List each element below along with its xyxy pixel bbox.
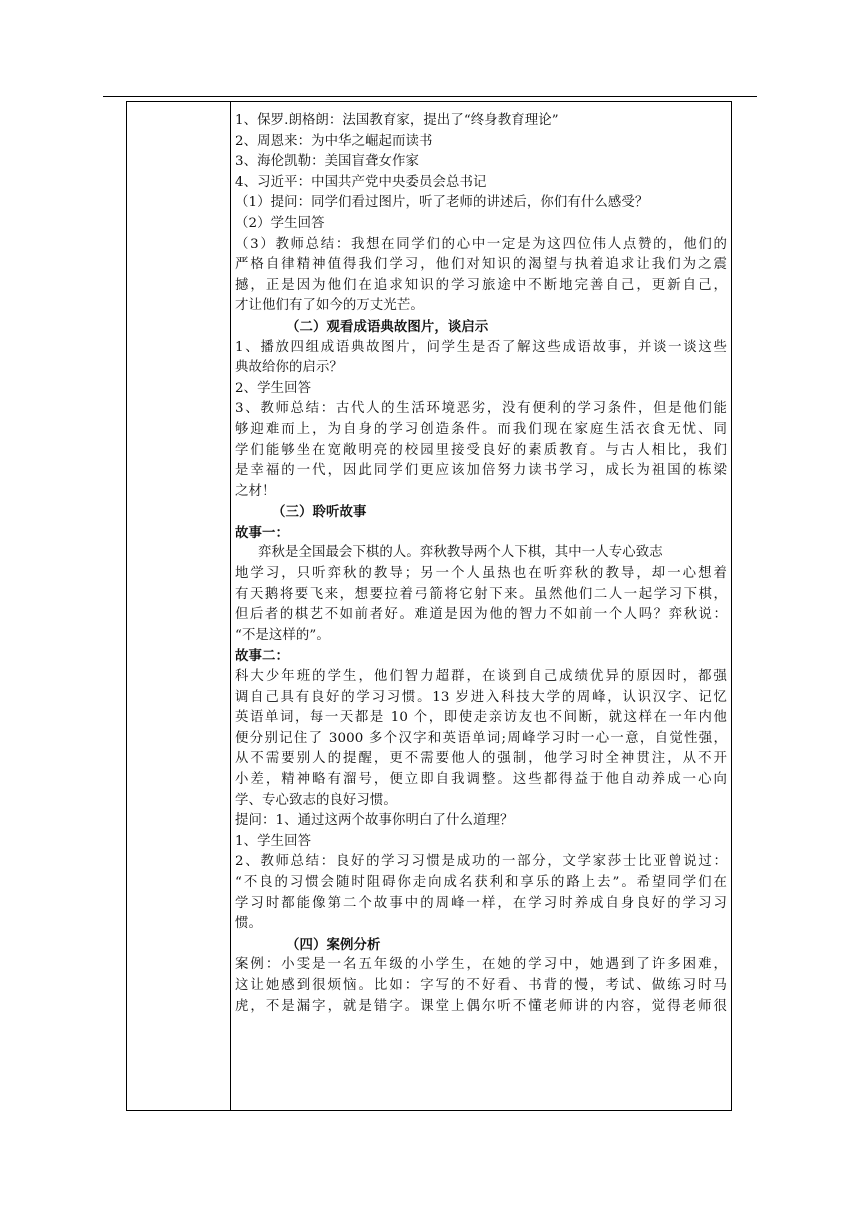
text-line: 严格自律精神值得我们学习，他们对知识的渴望与执着追求让我们为之震 [235,257,727,273]
table-left-column [127,102,231,1110]
text-line: 撼，正是因为他们在追求知识的学习旅途中不断地完善自己，更新自己， [235,277,727,293]
text-line: 但后者的棋艺不如前者好。难道是因为他的智力不如前一个人吗？弈秋说： [235,607,727,623]
text-line: 英语单词，每一天都是 10 个，即使走亲访友也不间断，就这样在一年内他 [235,710,727,726]
text-line: 从不需要别人的提醒，更不需要他人的强制，他学习时全神贯注，从不开 [235,751,727,767]
text-line: （3）教师总结：我想在同学们的心中一定是为这四位伟人点赞的，他们的 [235,236,727,252]
text-line: 2、周恩来：为中华之崛起而读书 [235,133,433,149]
text-line: 学们能够坐在宽敞明亮的校园里接受良好的素质教育。与古人相比，我们 [235,442,727,458]
text-line: 这让她感到很烦恼。比如：字写的不好看、书背的慢，考试、做练习时马 [235,977,727,993]
text-line: （1）提问：同学们看过图片，听了老师的讲述后，你们有什么感受？ [235,195,649,211]
text-line: 有天鹅将要飞来，想要拉着弓箭将它射下来。虽然他们二人一起学习下棋， [235,586,727,602]
text-line: 3、海伦凯勒：美国盲聋女作家 [235,154,419,170]
text-line: 虎，不是漏字，就是错字。课堂上偶尔听不懂老师讲的内容，觉得老师很 [235,998,727,1014]
text-line: “不良的习惯会随时阻碍你走向成名获利和享乐的路上去”。希望同学们在 [235,874,727,890]
text-line: 典故给你的启示？ [235,360,343,376]
text-line: 小差，精神略有溜号，便立即自我调整。这些都得益于他自动养成一心向 [235,772,727,787]
text-line: 案例：小雯是一名五年级的小学生，在她的学习中，她遇到了许多困难， [235,957,727,973]
text-line: （2）学生回答 [235,215,325,231]
text-line: 便分别记住了 3000 多个汉字和英语单词;周峰学习时一心一意，自觉性强， [235,730,727,746]
story-label: 故事二： [235,648,289,665]
text-line: 够迎难而上，为自身的学习创造条件。而我们现在家庭生活衣食无忧、同 [235,421,727,437]
lesson-table [126,101,732,1111]
text-line: 科大少年班的学生，他们智力超群，在谈到自己成绩优异的原因时，都强 [235,669,727,685]
text-line: 1、播放四组成语典故图片，问学生是否了解这些成语故事，并谈一谈这些 [235,339,727,355]
text-line: 学、专心致志的良好习惯。 [235,792,397,808]
text-line: 调自己具有良好的学习习惯。13 岁进入科技大学的周峰，认识汉字、记忆 [235,689,727,705]
text-line: 是幸福的一代，因此同学们更应该加倍努力读书学习，成长为祖国的栋梁 [235,463,727,479]
text-line: “不是这样的”。 [235,627,330,643]
section-heading: （四）案例分析 [286,936,381,953]
text-line: 3、教师总结：古代人的生活环境恶劣，没有便利的学习条件，但是他们能 [235,401,727,417]
section-heading: （三）聆听故事 [272,504,367,521]
text-line: 1、学生回答 [235,833,312,849]
text-line: 2、学生回答 [235,380,312,396]
text-line: 惯。 [235,916,262,932]
table-content-column [232,102,728,1017]
story-label: 故事一： [235,524,289,541]
text-line: 才让他们有了如今的万丈光芒。 [235,298,424,314]
text-line: 之材！ [235,483,276,499]
section-heading: （二）观看成语典故图片，谈启示 [286,318,489,335]
text-line: 4、习近平：中国共产党中央委员会总书记 [235,174,487,190]
text-line: 学习时都能像第二个故事中的周峰一样，在学习时养成自身良好的学习习 [235,895,727,911]
text-line: 1、保罗.朗格朗：法国教育家，提出了“终身教育理论” [235,113,559,128]
header-rule [103,96,757,97]
text-line: 提问：1、通过这两个故事你明白了什么道理？ [235,813,514,829]
text-line: 地学习，只听弈秋的教导；另一个人虽热也在听弈秋的教导，却一心想着 [235,566,727,582]
text-line: 弈秋是全国最会下棋的人。弈秋教导两个人下棋，其中一人专心致志 [258,545,663,561]
text-line: 2、教师总结：良好的学习习惯是成功的一部分，文学家莎士比亚曾说过： [235,854,727,870]
